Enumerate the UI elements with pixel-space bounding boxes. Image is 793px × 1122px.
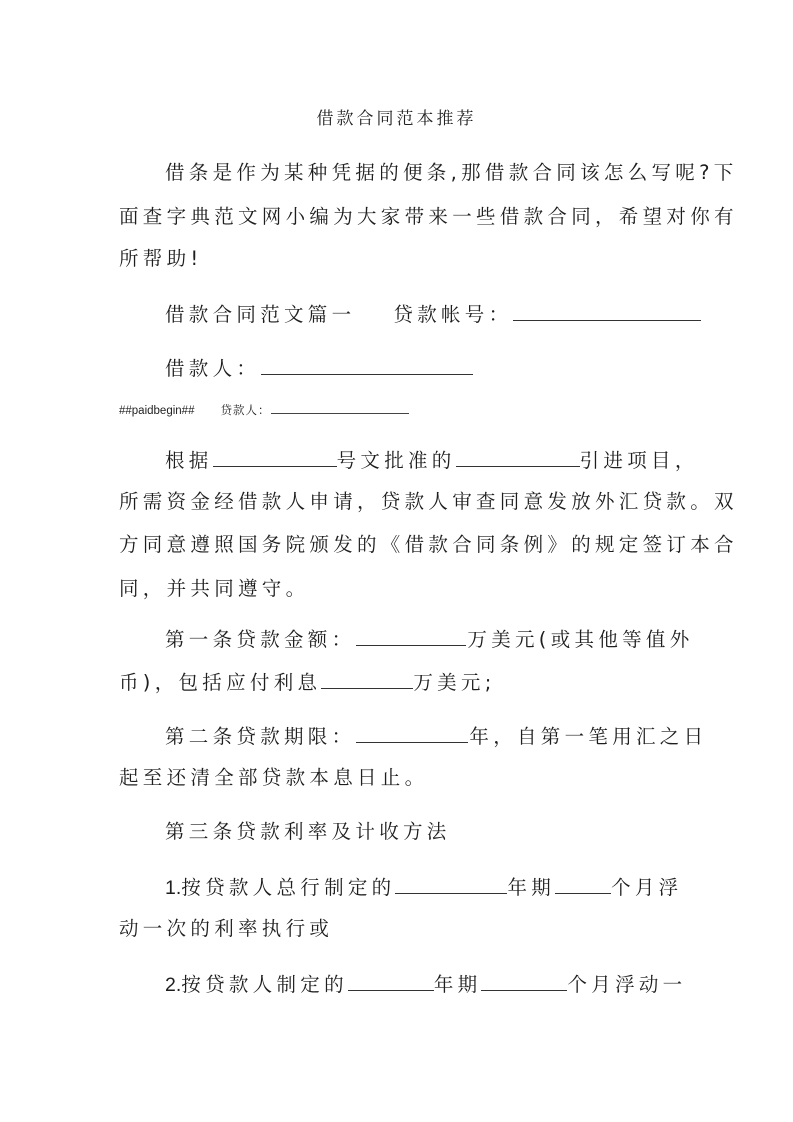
paid-marker: ##paidbegin## xyxy=(119,405,195,417)
article1-text: 万美元(或其他等值外 xyxy=(467,628,694,651)
borrower-blank[interactable] xyxy=(261,354,473,375)
preamble-text: 号文批准的 xyxy=(336,449,456,472)
borrower-label: 借款人： xyxy=(165,357,261,380)
rate-period-blank[interactable] xyxy=(395,873,507,894)
sample-heading: 借款合同范文篇一 xyxy=(165,303,356,326)
article3-text: 按贷款人总行制定的 xyxy=(181,876,396,899)
lender-row xyxy=(119,401,410,418)
loan-term-blank[interactable] xyxy=(356,722,468,743)
article1-text: 万美元; xyxy=(413,671,496,694)
intro-line-3: 所帮助! xyxy=(119,247,203,270)
article3-item1-line-2: 动一次的利率执行或 xyxy=(119,917,334,940)
preamble-line-4: 同，并共同遵守。 xyxy=(119,577,310,600)
preamble-line-1 xyxy=(119,446,725,474)
document-number-blank[interactable] xyxy=(213,446,337,467)
intro-line-1: 借条是作为某种凭据的便条,那借款合同该怎么写呢?下 xyxy=(165,161,738,184)
article1-text: 第一条贷款金额： xyxy=(165,628,356,651)
article2-line-1 xyxy=(119,722,725,750)
article3-text: 按贷款人制定的 xyxy=(181,973,348,996)
item-number: 1. xyxy=(165,877,182,899)
account-label: 贷款帐号： xyxy=(393,303,513,326)
article3-text: 年期 xyxy=(507,876,556,899)
article1-line-1 xyxy=(119,625,725,653)
lender-blank[interactable] xyxy=(271,401,409,414)
sample-heading-row xyxy=(119,300,725,328)
approved-project-blank[interactable] xyxy=(456,446,580,467)
article3-text: 个月浮动一 xyxy=(567,973,687,996)
intro-line-2: 面查字典范文网小编为大家带来一些借款合同，希望对你有 xyxy=(119,205,738,228)
article2-line-2: 起至还清全部贷款本息日止。 xyxy=(119,766,429,789)
float-months-blank[interactable] xyxy=(555,873,611,894)
interest-amount-blank[interactable] xyxy=(321,668,413,689)
float-months-blank-2[interactable] xyxy=(481,970,567,991)
article3-item1-line-1 xyxy=(119,873,725,901)
loan-amount-blank[interactable] xyxy=(356,625,466,646)
article3-text: 年期 xyxy=(433,973,482,996)
article1-line-2 xyxy=(119,668,679,696)
preamble-line-2: 所需资金经借款人申请，贷款人审查同意发放外汇贷款。双 xyxy=(119,490,738,513)
borrower-row xyxy=(119,354,725,382)
preamble-line-3: 方同意遵照国务院颁发的《借款合同条例》的规定签订本合 xyxy=(119,533,738,556)
article1-text: 币)，包括应付利息 xyxy=(119,671,322,694)
article3-text: 个月浮 xyxy=(611,876,683,899)
preamble-text: 引进项目， xyxy=(579,449,699,472)
article3-item2-line-1 xyxy=(119,970,725,998)
article2-text: 第二条贷款期限： xyxy=(165,725,356,748)
account-number-blank[interactable] xyxy=(513,300,701,321)
item-number: 2. xyxy=(165,974,182,996)
article3-heading: 第三条贷款利率及计收方法 xyxy=(165,820,451,843)
lender-label: 贷款人： xyxy=(220,403,271,417)
rate-period-blank-2[interactable] xyxy=(348,970,434,991)
preamble-text: 根据 xyxy=(165,449,213,472)
document-title: 借款合同范本推荐 xyxy=(316,109,477,129)
article2-text: 年，自第一笔用汇之日 xyxy=(469,725,708,748)
